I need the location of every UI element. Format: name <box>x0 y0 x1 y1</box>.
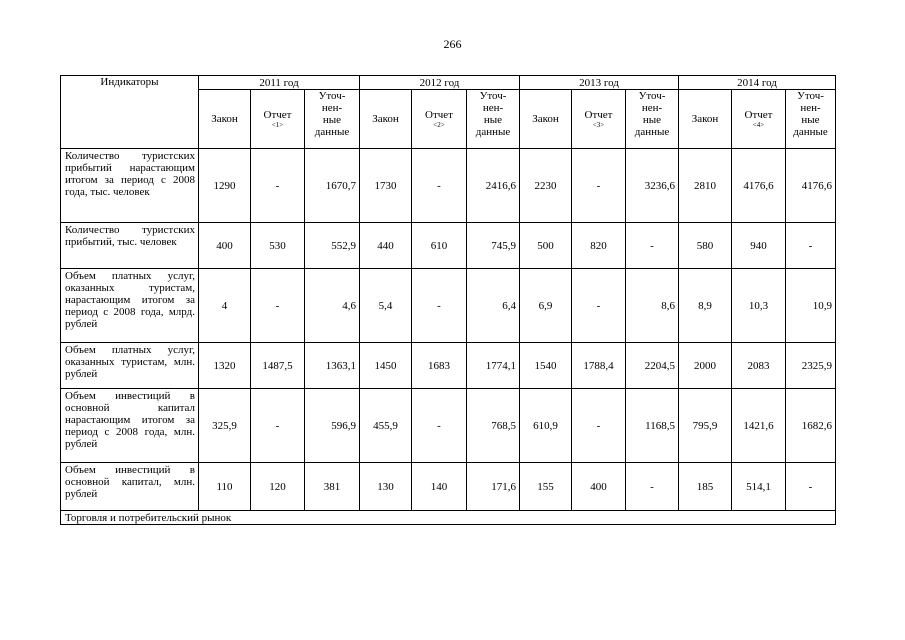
value-cell: 1683 <box>412 343 467 389</box>
indicator-label: Объем платных услуг, оказанных туристам, нарастающим итогом за период с 2008 года, млрд. рублей <box>61 269 199 343</box>
report-header <box>251 90 305 149</box>
value-cell: 440 <box>360 223 412 269</box>
value-cell: 171,6 <box>467 463 520 511</box>
value-cell: 2810 <box>679 149 732 223</box>
value-cell: 381 <box>305 463 360 511</box>
value-cell: 8,9 <box>679 269 732 343</box>
value-cell: 940 <box>732 223 786 269</box>
value-cell: 2230 <box>520 149 572 223</box>
law-header: Закон <box>679 90 732 149</box>
value-cell: 1421,6 <box>732 389 786 463</box>
value-cell: 155 <box>520 463 572 511</box>
indicators-header: Индикаторы <box>61 76 199 149</box>
value-cell: 820 <box>572 223 626 269</box>
table-row <box>61 463 836 511</box>
value-cell: 400 <box>199 223 251 269</box>
value-cell: - <box>412 149 467 223</box>
report-label: Отчет <box>263 109 292 121</box>
value-cell: 610,9 <box>520 389 572 463</box>
indicator-label: Объем инвестиций в основной капитал, млн. рублей <box>61 463 199 511</box>
value-cell: 10,9 <box>786 269 836 343</box>
refined-header: Уточ- нен- ные данные <box>786 90 836 149</box>
value-cell: 2325,9 <box>786 343 836 389</box>
value-cell: 580 <box>679 223 732 269</box>
value-cell: 120 <box>251 463 305 511</box>
value-cell: 110 <box>199 463 251 511</box>
report-header <box>732 90 786 149</box>
year-2014-header: 2014 год <box>679 76 836 90</box>
table-row <box>61 223 836 269</box>
value-cell: 2000 <box>679 343 732 389</box>
footnote-ref: <1> <box>271 121 284 129</box>
table-row <box>61 149 836 223</box>
value-cell: 500 <box>520 223 572 269</box>
indicator-label: Объем инвестиций в основной капитал нарастающим итогом за период с 2008 года, млн. рублей <box>61 389 199 463</box>
value-cell: 768,5 <box>467 389 520 463</box>
value-cell: 795,9 <box>679 389 732 463</box>
value-cell: 1487,5 <box>251 343 305 389</box>
value-cell: 4 <box>199 269 251 343</box>
year-2011-header: 2011 год <box>199 76 360 90</box>
section-heading: Торговля и потребительский рынок <box>61 511 836 525</box>
table-row <box>61 343 836 389</box>
page-number: 266 <box>443 37 462 51</box>
value-cell: 4,6 <box>305 269 360 343</box>
value-cell: - <box>251 149 305 223</box>
value-cell: - <box>412 269 467 343</box>
value-cell: - <box>572 269 626 343</box>
law-header: Закон <box>199 90 251 149</box>
value-cell: 140 <box>412 463 467 511</box>
value-cell: 3236,6 <box>626 149 679 223</box>
value-cell: 1320 <box>199 343 251 389</box>
report-header <box>412 90 467 149</box>
value-cell: - <box>251 269 305 343</box>
value-cell: 596,9 <box>305 389 360 463</box>
value-cell: 6,4 <box>467 269 520 343</box>
value-cell: 2416,6 <box>467 149 520 223</box>
value-cell: - <box>626 223 679 269</box>
value-cell: 1774,1 <box>467 343 520 389</box>
footnote-ref: <2> <box>433 121 445 129</box>
refined-header: Уточ- нен- ные данные <box>467 90 520 149</box>
value-cell: 455,9 <box>360 389 412 463</box>
value-cell: - <box>412 389 467 463</box>
year-2012-header: 2012 год <box>360 76 520 90</box>
footnote-ref: <3> <box>592 121 605 129</box>
value-cell: - <box>572 389 626 463</box>
value-cell: 1168,5 <box>626 389 679 463</box>
report-label: Отчет <box>425 109 453 121</box>
value-cell: - <box>572 149 626 223</box>
value-cell: 5,4 <box>360 269 412 343</box>
value-cell: 4176,6 <box>732 149 786 223</box>
year-2013-header: 2013 год <box>520 76 679 90</box>
value-cell: 1540 <box>520 343 572 389</box>
indicator-label: Объем платных услуг, оказанных туристам, млн. рублей <box>61 343 199 389</box>
value-cell: 1670,7 <box>305 149 360 223</box>
report-label: Отчет <box>744 109 773 121</box>
value-cell: 1682,6 <box>786 389 836 463</box>
value-cell: 6,9 <box>520 269 572 343</box>
value-cell: - <box>251 389 305 463</box>
value-cell: 1450 <box>360 343 412 389</box>
value-cell: 185 <box>679 463 732 511</box>
value-cell: 1363,1 <box>305 343 360 389</box>
value-cell: 325,9 <box>199 389 251 463</box>
value-cell: - <box>786 463 836 511</box>
law-header: Закон <box>360 90 412 149</box>
value-cell: 1788,4 <box>572 343 626 389</box>
header-year-row <box>61 76 836 90</box>
value-cell: 400 <box>572 463 626 511</box>
report-header <box>572 90 626 149</box>
indicator-label: Количество туристских прибытий нарастающим итогом за период с 2008 года, тыс. человек <box>61 149 199 223</box>
value-cell: 514,1 <box>732 463 786 511</box>
value-cell: 10,3 <box>732 269 786 343</box>
value-cell: - <box>626 463 679 511</box>
value-cell: 1290 <box>199 149 251 223</box>
indicators-table <box>60 75 836 525</box>
value-cell: 2083 <box>732 343 786 389</box>
indicator-label: Количество туристских прибытий, тыс. человек <box>61 223 199 269</box>
value-cell: 745,9 <box>467 223 520 269</box>
report-label: Отчет <box>584 109 613 121</box>
section-row <box>61 511 836 525</box>
table-row <box>61 389 836 463</box>
value-cell: 4176,6 <box>786 149 836 223</box>
table-row <box>61 269 836 343</box>
value-cell: 530 <box>251 223 305 269</box>
value-cell: 2204,5 <box>626 343 679 389</box>
value-cell: 8,6 <box>626 269 679 343</box>
law-header: Закон <box>520 90 572 149</box>
value-cell: - <box>786 223 836 269</box>
footnote-ref: <4> <box>752 121 765 129</box>
value-cell: 130 <box>360 463 412 511</box>
value-cell: 552,9 <box>305 223 360 269</box>
refined-header: Уточ- нен- ные данные <box>305 90 360 149</box>
refined-header: Уточ- нен- ные данные <box>626 90 679 149</box>
value-cell: 610 <box>412 223 467 269</box>
value-cell: 1730 <box>360 149 412 223</box>
